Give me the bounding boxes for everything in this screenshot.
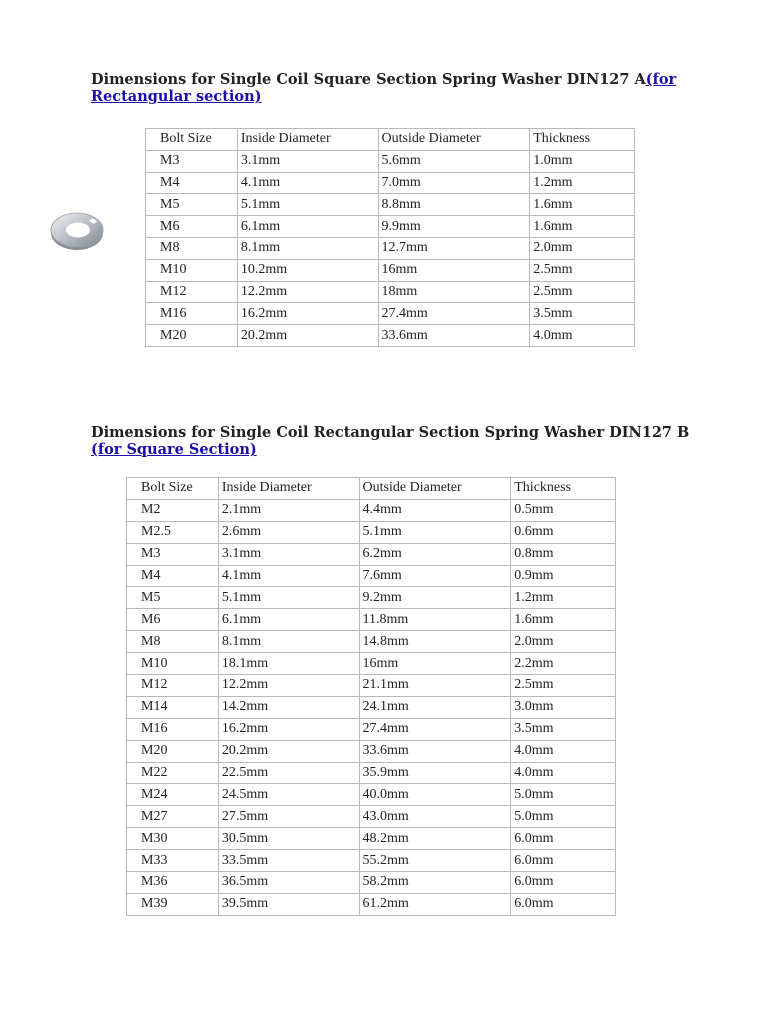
cell-thickness: 4.0mm — [511, 762, 616, 784]
cell-inside-diameter: 22.5mm — [218, 762, 359, 784]
header-thickness: Thickness — [530, 129, 635, 151]
cell-thickness: 0.5mm — [511, 499, 616, 521]
header-outside-diameter: Outside Diameter — [359, 478, 511, 500]
table-row — [127, 587, 616, 609]
cell-thickness: 6.0mm — [511, 893, 616, 915]
cell-bolt-size: M14 — [127, 696, 219, 718]
table-row — [146, 281, 635, 303]
table-din127-a — [145, 128, 635, 347]
cell-inside-diameter: 3.1mm — [237, 150, 378, 172]
cell-inside-diameter: 12.2mm — [218, 675, 359, 697]
cell-thickness: 2.0mm — [530, 237, 635, 259]
cell-bolt-size: M8 — [127, 631, 219, 653]
table-row — [146, 237, 635, 259]
table-a-body — [146, 150, 635, 346]
cell-outside-diameter: 33.6mm — [359, 740, 511, 762]
cell-thickness: 2.5mm — [511, 675, 616, 697]
cell-outside-diameter: 27.4mm — [359, 718, 511, 740]
cell-outside-diameter: 9.9mm — [378, 216, 530, 238]
cell-thickness: 1.0mm — [530, 150, 635, 172]
cell-outside-diameter: 4.4mm — [359, 499, 511, 521]
cell-thickness: 3.5mm — [511, 718, 616, 740]
table-row — [127, 499, 616, 521]
table-row — [127, 828, 616, 850]
table-row — [127, 653, 616, 675]
cell-outside-diameter: 8.8mm — [378, 194, 530, 216]
table-row — [127, 631, 616, 653]
cell-inside-diameter: 20.2mm — [237, 325, 378, 347]
table-row — [146, 303, 635, 325]
cell-thickness: 0.6mm — [511, 521, 616, 543]
cell-bolt-size: M33 — [127, 850, 219, 872]
cell-inside-diameter: 27.5mm — [218, 806, 359, 828]
cell-outside-diameter: 24.1mm — [359, 696, 511, 718]
cell-inside-diameter: 4.1mm — [237, 172, 378, 194]
cell-inside-diameter: 5.1mm — [237, 194, 378, 216]
cell-bolt-size: M16 — [146, 303, 238, 325]
cell-thickness: 2.5mm — [530, 259, 635, 281]
table-b-body — [127, 499, 616, 915]
table-row — [127, 521, 616, 543]
cell-inside-diameter: 5.1mm — [218, 587, 359, 609]
header-inside-diameter: Inside Diameter — [218, 478, 359, 500]
cell-inside-diameter: 4.1mm — [218, 565, 359, 587]
cell-thickness: 2.5mm — [530, 281, 635, 303]
spring-washer-icon — [48, 208, 106, 254]
header-bolt-size: Bolt Size — [146, 129, 238, 151]
cell-outside-diameter: 27.4mm — [378, 303, 530, 325]
table-row — [127, 850, 616, 872]
cell-thickness: 5.0mm — [511, 806, 616, 828]
cell-outside-diameter: 33.6mm — [378, 325, 530, 347]
cell-outside-diameter: 18mm — [378, 281, 530, 303]
cell-bolt-size: M3 — [146, 150, 238, 172]
cell-inside-diameter: 36.5mm — [218, 872, 359, 894]
cell-outside-diameter: 48.2mm — [359, 828, 511, 850]
table-row — [127, 718, 616, 740]
cell-outside-diameter: 40.0mm — [359, 784, 511, 806]
cell-bolt-size: M3 — [127, 543, 219, 565]
table-header-row — [146, 129, 635, 151]
section-a-heading — [91, 71, 691, 105]
cell-thickness: 3.5mm — [530, 303, 635, 325]
cell-thickness: 1.6mm — [530, 194, 635, 216]
cell-inside-diameter: 6.1mm — [237, 216, 378, 238]
cell-bolt-size: M30 — [127, 828, 219, 850]
cell-inside-diameter: 33.5mm — [218, 850, 359, 872]
cell-thickness: 4.0mm — [530, 325, 635, 347]
cell-outside-diameter: 55.2mm — [359, 850, 511, 872]
cell-bolt-size: M8 — [146, 237, 238, 259]
cell-outside-diameter: 11.8mm — [359, 609, 511, 631]
header-thickness: Thickness — [511, 478, 616, 500]
cell-inside-diameter: 18.1mm — [218, 653, 359, 675]
table-row — [127, 806, 616, 828]
cell-inside-diameter: 2.6mm — [218, 521, 359, 543]
cell-bolt-size: M2 — [127, 499, 219, 521]
table-row — [146, 150, 635, 172]
cell-inside-diameter: 20.2mm — [218, 740, 359, 762]
cell-outside-diameter: 7.6mm — [359, 565, 511, 587]
cell-thickness: 1.2mm — [530, 172, 635, 194]
cell-thickness: 1.6mm — [511, 609, 616, 631]
cell-thickness: 0.8mm — [511, 543, 616, 565]
header-bolt-size: Bolt Size — [127, 478, 219, 500]
header-inside-diameter: Inside Diameter — [237, 129, 378, 151]
table-header-row — [127, 478, 616, 500]
table-row — [127, 893, 616, 915]
cell-outside-diameter: 7.0mm — [378, 172, 530, 194]
table-row — [146, 194, 635, 216]
cell-outside-diameter: 16mm — [378, 259, 530, 281]
cell-inside-diameter: 30.5mm — [218, 828, 359, 850]
cell-bolt-size: M10 — [127, 653, 219, 675]
header-outside-diameter: Outside Diameter — [378, 129, 530, 151]
cell-outside-diameter: 21.1mm — [359, 675, 511, 697]
cell-bolt-size: M4 — [127, 565, 219, 587]
cell-inside-diameter: 14.2mm — [218, 696, 359, 718]
cell-bolt-size: M12 — [146, 281, 238, 303]
cell-bolt-size: M16 — [127, 718, 219, 740]
cell-outside-diameter: 9.2mm — [359, 587, 511, 609]
cell-inside-diameter: 16.2mm — [237, 303, 378, 325]
cell-bolt-size: M2.5 — [127, 521, 219, 543]
cell-inside-diameter: 12.2mm — [237, 281, 378, 303]
table-row — [127, 740, 616, 762]
cell-bolt-size: M39 — [127, 893, 219, 915]
table-row — [127, 675, 616, 697]
cell-bolt-size: M24 — [127, 784, 219, 806]
cell-bolt-size: M12 — [127, 675, 219, 697]
cell-thickness: 6.0mm — [511, 828, 616, 850]
cell-inside-diameter: 39.5mm — [218, 893, 359, 915]
cell-bolt-size: M10 — [146, 259, 238, 281]
section-b-heading — [91, 424, 691, 458]
cell-thickness: 2.0mm — [511, 631, 616, 653]
cell-inside-diameter: 8.1mm — [237, 237, 378, 259]
table-row — [146, 325, 635, 347]
cell-thickness: 2.2mm — [511, 653, 616, 675]
cell-thickness: 1.6mm — [530, 216, 635, 238]
table-row — [127, 762, 616, 784]
cell-bolt-size: M6 — [146, 216, 238, 238]
section-a-title: Dimensions for Single Coil Square Section Spring Washer DIN127 A — [91, 71, 646, 88]
cell-inside-diameter: 2.1mm — [218, 499, 359, 521]
table-din127-b — [126, 477, 616, 916]
cell-outside-diameter: 12.7mm — [378, 237, 530, 259]
table-row — [127, 543, 616, 565]
table-row — [127, 696, 616, 718]
cell-outside-diameter: 43.0mm — [359, 806, 511, 828]
table-row — [146, 216, 635, 238]
cell-bolt-size: M5 — [146, 194, 238, 216]
cell-inside-diameter: 8.1mm — [218, 631, 359, 653]
cell-inside-diameter: 10.2mm — [237, 259, 378, 281]
cell-outside-diameter: 58.2mm — [359, 872, 511, 894]
cell-outside-diameter: 16mm — [359, 653, 511, 675]
table-row — [146, 172, 635, 194]
cell-bolt-size: M20 — [127, 740, 219, 762]
cell-inside-diameter: 3.1mm — [218, 543, 359, 565]
cell-thickness: 0.9mm — [511, 565, 616, 587]
cell-bolt-size: M5 — [127, 587, 219, 609]
cell-thickness: 3.0mm — [511, 696, 616, 718]
section-b-title: Dimensions for Single Coil Rectangular Section Spring Washer DIN127 B — [91, 424, 690, 441]
cell-bolt-size: M22 — [127, 762, 219, 784]
table-row — [127, 609, 616, 631]
cell-thickness: 6.0mm — [511, 872, 616, 894]
table-row — [127, 784, 616, 806]
section-a-link[interactable]: (for Rectangular section) — [91, 71, 677, 105]
cell-bolt-size: M6 — [127, 609, 219, 631]
cell-inside-diameter: 16.2mm — [218, 718, 359, 740]
cell-bolt-size: M4 — [146, 172, 238, 194]
table-row — [127, 872, 616, 894]
cell-outside-diameter: 5.1mm — [359, 521, 511, 543]
cell-bolt-size: M20 — [146, 325, 238, 347]
cell-thickness: 5.0mm — [511, 784, 616, 806]
cell-outside-diameter: 35.9mm — [359, 762, 511, 784]
cell-outside-diameter: 14.8mm — [359, 631, 511, 653]
table-row — [127, 565, 616, 587]
cell-thickness: 6.0mm — [511, 850, 616, 872]
table-row — [146, 259, 635, 281]
cell-bolt-size: M36 — [127, 872, 219, 894]
cell-inside-diameter: 6.1mm — [218, 609, 359, 631]
cell-outside-diameter: 61.2mm — [359, 893, 511, 915]
cell-outside-diameter: 6.2mm — [359, 543, 511, 565]
cell-outside-diameter: 5.6mm — [378, 150, 530, 172]
cell-thickness: 1.2mm — [511, 587, 616, 609]
cell-bolt-size: M27 — [127, 806, 219, 828]
section-b-link[interactable]: (for Square Section) — [91, 441, 257, 458]
cell-inside-diameter: 24.5mm — [218, 784, 359, 806]
cell-thickness: 4.0mm — [511, 740, 616, 762]
